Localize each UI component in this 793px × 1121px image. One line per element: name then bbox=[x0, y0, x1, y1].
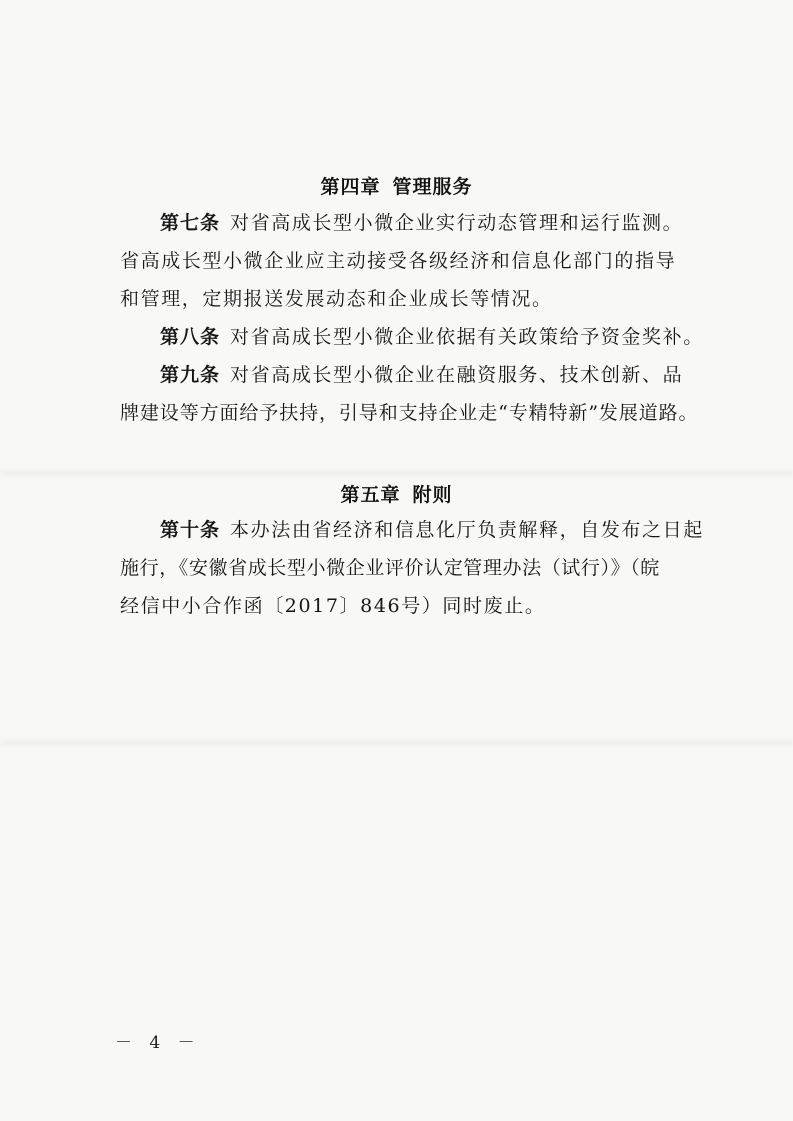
chapter-5-heading bbox=[0, 480, 793, 507]
chapter-4-heading bbox=[0, 172, 793, 199]
article-9-line-1 bbox=[160, 363, 683, 387]
article-7-text-1: 对省高成长型小微企业实行动态管理和运行监测。 bbox=[230, 212, 684, 234]
article-7-label: 第七条 bbox=[160, 212, 221, 234]
article-8-text-1: 对省高成长型小微企业依据有关政策给予资金奖补。 bbox=[230, 326, 704, 348]
article-7-line-1 bbox=[160, 211, 683, 235]
article-9-text-1: 对省高成长型小微企业在融资服务、技术创新、品 bbox=[230, 364, 684, 386]
article-10-line-1 bbox=[160, 518, 704, 542]
article-8-line-1 bbox=[160, 325, 704, 349]
chapter-5-title: 附则 bbox=[412, 484, 453, 506]
page-number: － 4 － bbox=[115, 1033, 201, 1053]
article-9-label: 第九条 bbox=[160, 364, 221, 386]
scan-shadow-band bbox=[0, 470, 793, 476]
chapter-4-title: 管理服务 bbox=[392, 176, 473, 198]
article-10-label: 第十条 bbox=[160, 519, 221, 541]
article-10-line-3: 经信中小合作函〔2017〕846号）同时废止。 bbox=[120, 595, 546, 617]
article-8-label: 第八条 bbox=[160, 326, 221, 348]
article-9-line-2: 牌建设等方面给予扶持，引导和支持企业走“专精特新”发展道路。 bbox=[120, 402, 699, 424]
article-10-line-2: 施行，《安徽省成长型小微企业评价认定管理办法（试行）》（皖 bbox=[120, 557, 660, 579]
chapter-4-number: 第四章 bbox=[320, 176, 381, 198]
article-7-line-3: 和管理，定期报送发展动态和企业成长等情况。 bbox=[120, 288, 553, 310]
article-10-text-1: 本办法由省经济和信息化厅负责解释，自发布之日起 bbox=[230, 519, 704, 541]
article-7-line-2: 省高成长型小微企业应主动接受各级经济和信息化部门的指导 bbox=[120, 250, 677, 272]
scan-shadow-band bbox=[0, 740, 793, 746]
chapter-5-number: 第五章 bbox=[340, 484, 401, 506]
